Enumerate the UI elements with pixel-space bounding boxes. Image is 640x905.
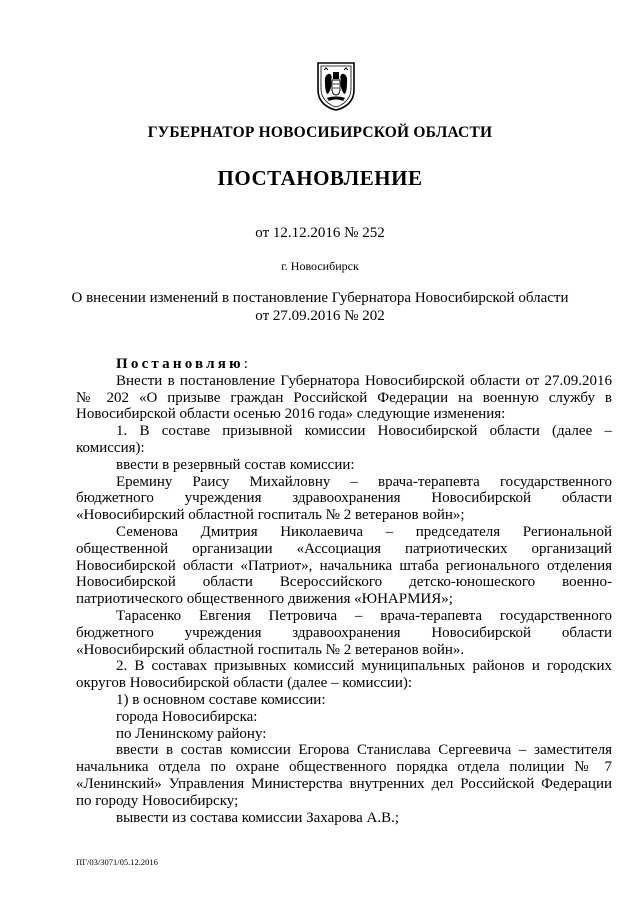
issuer-title: ГУБЕРНАТОР НОВОСИБИРСКОЙ ОБЛАСТИ	[147, 124, 493, 141]
decree-colon: :	[243, 356, 248, 372]
document-body	[76, 356, 612, 826]
city-line: г. Новосибирск	[281, 259, 359, 273]
document-subject	[0, 289, 640, 325]
body-paragraph: по Ленинскому району:	[116, 725, 267, 742]
body-paragraph: 1) в основном составе комиссии:	[116, 691, 326, 708]
document-code: ПГ/03/3071/05.12.2016	[76, 857, 158, 867]
decree-heading	[76, 356, 612, 373]
body-paragraph: Еремину Раису Михайловну – врача-терапевта государственного бюджетного учреждения здравоохранения Новосибирской области «Новосибирский областной госпиталь № 2 ветеранов войн»;	[76, 473, 612, 524]
body-paragraph: Тарасенко Евгения Петровича – врача-терапевта государственного бюджетного учреждения здравоохранения Новосибирской области «Новосибирский областной госпиталь № 2 ветеранов войн».	[76, 607, 612, 658]
body-paragraph: города Новосибирска:	[116, 708, 258, 725]
coat-of-arms-icon	[315, 60, 357, 112]
body-paragraph: ввести в резервный состав комиссии:	[116, 456, 355, 473]
document-type: ПОСТАНОВЛЕНИЕ	[217, 166, 423, 190]
body-paragraph: Внести в постановление Губернатора Новосибирской области от 27.09.2016 № 202 «О призыве граждан Российской Федерации на военную службу в Новосибирской области осенью 2016 года» следующие изменения:	[76, 372, 612, 423]
body-paragraph: 2. В составах призывных комиссий муниципальных районов и городских округов Новосибирской области (далее – комиссии):	[76, 658, 612, 692]
date-number-line: от 12.12.2016 № 252	[255, 225, 385, 241]
body-paragraph: ввести в состав комиссии Егорова Станислава Сергеевича – заместителя начальника отдела по охране общественного порядка отдела полиции № 7 «Ленинский» Управления Министерства внутренних дел Российской Федерации по городу Новосибирску;	[76, 742, 612, 809]
body-paragraph: 1. В составе призывной комиссии Новосибирской области (далее – комиссия):	[76, 423, 612, 456]
body-paragraph: вывести из состава комиссии Захарова А.В.;	[116, 809, 400, 826]
subject-line-1: О внесении изменений в постановление Губернатора Новосибирской области	[71, 290, 569, 306]
decree-word: Постановляю	[116, 356, 244, 372]
body-paragraph: Семенова Дмитрия Николаевича – председателя Региональной общественной организации «Ассоциация патриотических организаций Новосибирской области «Патриот», начальника штаба регионального отделения Новосибирской области Всероссийского детско-юношеского военно-патриотического общественного движения «ЮНАРМИЯ»;	[76, 523, 612, 608]
subject-line-2: от 27.09.2016 № 202	[255, 308, 385, 324]
